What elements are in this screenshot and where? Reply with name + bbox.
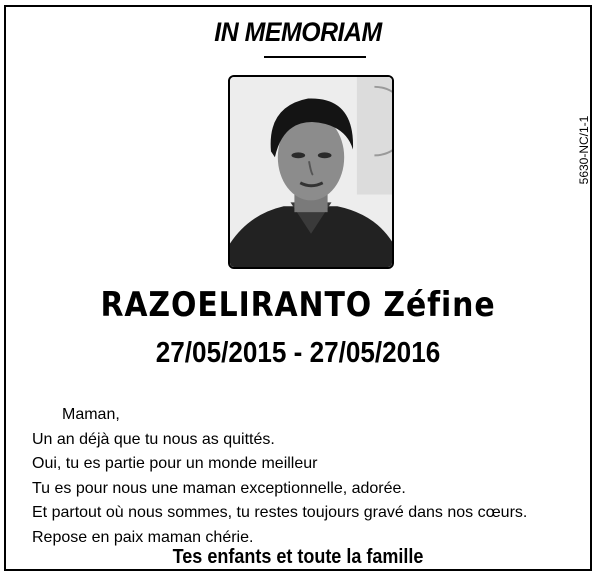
deceased-name: RAZOELIRANTO Zéfine	[100, 285, 496, 325]
memorial-dates: 27/05/2015 - 27/05/2016	[155, 337, 441, 369]
portrait-photo	[228, 75, 394, 269]
message-line: Repose en paix maman chérie.	[32, 528, 254, 546]
family-signature: Tes enfants et toute la famille	[172, 546, 424, 568]
notice-title: IN MEMORIAM	[214, 17, 382, 47]
message-line: Oui, tu es partie pour un monde meilleur	[32, 455, 318, 472]
reference-code: 5630-NC/1-1	[577, 115, 591, 185]
message-line: Tu es pour nous une maman exceptionnelle, adorée.	[32, 479, 406, 497]
title-underline	[264, 56, 366, 58]
message-line: Et partout où nous sommes, tu restes toujours gravé dans nos cœurs.	[32, 504, 528, 521]
memorial-notice-frame	[4, 5, 592, 571]
message-greeting: Maman,	[62, 406, 120, 423]
message-line: Un an déjà que tu nous as quittés.	[32, 430, 275, 448]
memorial-message	[32, 403, 527, 550]
